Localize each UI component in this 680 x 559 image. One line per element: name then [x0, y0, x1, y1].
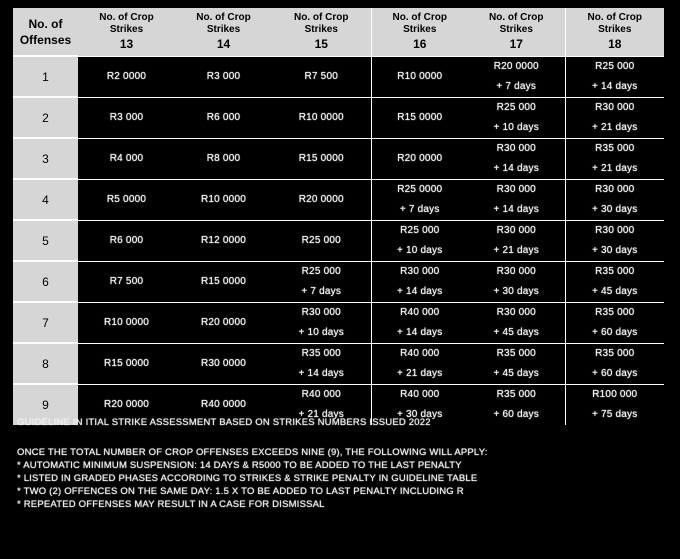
penalty-cell [468, 97, 565, 138]
suspension-days: + 7 days [399, 203, 440, 215]
penalty-cell [565, 138, 664, 179]
suspension-days: + 45 days [493, 367, 539, 379]
fine-amount: R30 000 [595, 183, 635, 195]
suspension-days: + 14 days [493, 162, 539, 174]
fine-amount: R40 000 [400, 306, 440, 318]
penalty-cell [371, 179, 468, 220]
fine-amount: R100 000 [592, 388, 638, 400]
penalty-cell [78, 302, 175, 343]
offense-number: 3 [13, 138, 78, 179]
suspension-days: + 21 days [592, 162, 638, 174]
penalty-cell [175, 302, 272, 343]
fine-amount: R30 000 [496, 224, 536, 236]
suspension-days: + 7 days [301, 285, 342, 297]
fine-amount: R20 0000 [104, 398, 149, 410]
header-col-18: No. of Crop Strikes 18 [565, 8, 664, 56]
fine-amount: R25 000 [496, 101, 536, 113]
penalty-cell [272, 343, 371, 384]
penalty-cell [565, 97, 664, 138]
penalty-cell [468, 220, 565, 261]
penalty-cell [371, 97, 468, 138]
fine-amount: R40 000 [400, 347, 440, 359]
penalty-cell [175, 220, 272, 261]
offense-number: 6 [13, 261, 78, 302]
table-row [13, 261, 664, 302]
fine-amount: R25 0000 [397, 183, 443, 195]
penalty-cell [565, 220, 664, 261]
header-col-17: No. of Crop Strikes 17 [468, 8, 565, 56]
table-row [13, 302, 664, 343]
suspension-days: + 10 days [298, 326, 344, 338]
penalty-cell [175, 343, 272, 384]
fine-amount: R10 0000 [201, 193, 246, 205]
suspension-days: + 45 days [493, 326, 539, 338]
penalty-cell [78, 138, 175, 179]
fine-amount: R25 000 [595, 60, 635, 72]
penalty-cell [371, 343, 468, 384]
fine-amount: R2 0000 [106, 70, 147, 82]
table-row [13, 97, 664, 138]
suspension-days: + 14 days [397, 326, 443, 338]
suspension-days: + 21 days [298, 408, 344, 420]
fine-amount: R35 000 [595, 347, 635, 359]
penalty-cell [468, 179, 565, 220]
penalty-cell [78, 56, 175, 97]
header-offenses: No. of Offenses [13, 8, 78, 56]
fine-amount: R25 000 [301, 234, 341, 246]
penalty-cell [78, 220, 175, 261]
suspension-days: + 14 days [298, 367, 344, 379]
suspension-days: + 10 days [493, 121, 539, 133]
penalty-cell [371, 138, 468, 179]
penalty-cell [272, 56, 371, 97]
suspension-days: + 60 days [592, 367, 638, 379]
table-row [13, 220, 664, 261]
fine-amount: R10 0000 [298, 111, 344, 123]
fine-amount: R35 000 [496, 347, 536, 359]
offense-number: 5 [13, 220, 78, 261]
offense-number: 1 [13, 56, 78, 97]
penalty-cell [175, 261, 272, 302]
fine-amount: R40 0000 [201, 398, 246, 410]
note-heading: ONCE THE TOTAL NUMBER OF CROP OFFENSES EXCEEDS NINE (9), THE FOLLOWING WILL APPLY: [17, 447, 488, 458]
suspension-days: + 10 days [397, 244, 443, 256]
fine-amount: R15 0000 [201, 275, 246, 287]
penalty-cell [175, 97, 272, 138]
suspension-days: + 14 days [397, 285, 443, 297]
fine-amount: R35 000 [301, 347, 341, 359]
suspension-days: + 14 days [493, 203, 539, 215]
header-col-13: No. of Crop Strikes 13 [78, 8, 175, 56]
offense-number: 9 [13, 384, 78, 425]
penalty-cell [175, 56, 272, 97]
fine-amount: R30 000 [400, 265, 440, 277]
fine-amount: R6 000 [206, 111, 241, 123]
fine-amount: R30 000 [595, 101, 635, 113]
fine-amount: R3 000 [206, 70, 241, 82]
penalty-cell [175, 138, 272, 179]
penalty-cell [78, 343, 175, 384]
suspension-days: + 21 days [397, 367, 443, 379]
notes-section [17, 416, 667, 511]
penalty-cell [468, 302, 565, 343]
fine-amount: R20 0000 [201, 316, 246, 328]
offense-number: 8 [13, 343, 78, 384]
penalty-cell [272, 302, 371, 343]
note-item: * AUTOMATIC MINIMUM SUSPENSION: 14 DAYS & R5000 TO BE ADDED TO THE LAST PENALTY [17, 460, 462, 471]
fine-amount: R12 0000 [201, 234, 246, 246]
note-item: * REPEATED OFFENSES MAY RESULT IN A CASE FOR DISMISSAL [17, 499, 325, 510]
penalty-cell [272, 179, 371, 220]
fine-amount: R30 000 [301, 306, 341, 318]
penalty-cell [565, 302, 664, 343]
fine-amount: R35 000 [595, 142, 635, 154]
fine-amount: R35 000 [595, 265, 635, 277]
fine-amount: R30 000 [496, 265, 536, 277]
offense-number: 4 [13, 179, 78, 220]
fine-amount: R35 000 [595, 306, 635, 318]
penalty-cell [272, 261, 371, 302]
fine-amount: R35 000 [496, 388, 536, 400]
penalty-cell [565, 179, 664, 220]
suspension-days: + 60 days [493, 408, 539, 420]
offense-number: 2 [13, 97, 78, 138]
penalty-cell [468, 261, 565, 302]
suspension-days: + 30 days [592, 203, 638, 215]
fine-amount: R5 0000 [106, 193, 147, 205]
fine-amount: R10 0000 [397, 70, 443, 82]
header-col-16: No. of Crop Strikes 16 [371, 8, 468, 56]
penalty-cell [78, 179, 175, 220]
penalty-cell [565, 261, 664, 302]
note-guideline: GUIDELINE IN ITIAL STRIKE ASSESSMENT BASED ON STRIKES NUMBERS ISSUED 2022 [17, 417, 431, 428]
offense-number: 7 [13, 302, 78, 343]
suspension-days: + 21 days [493, 244, 539, 256]
penalty-cell [78, 97, 175, 138]
penalty-cell [272, 138, 371, 179]
penalty-cell [175, 179, 272, 220]
header-col-15: No. of Crop Strikes 15 [272, 8, 371, 56]
table-row [13, 138, 664, 179]
suspension-days: + 75 days [592, 408, 638, 420]
fine-amount: R30 000 [496, 306, 536, 318]
table-row [13, 179, 664, 220]
suspension-days: + 30 days [397, 408, 443, 420]
suspension-days: + 30 days [592, 244, 638, 256]
fine-amount: R30 000 [496, 183, 536, 195]
fine-amount: R10 0000 [104, 316, 149, 328]
penalty-cell [371, 261, 468, 302]
fine-amount: R15 0000 [397, 111, 443, 123]
fine-amount: R40 000 [301, 388, 341, 400]
suspension-days: + 60 days [592, 326, 638, 338]
note-item: * LISTED IN GRADED PHASES ACCORDING TO STRIKES & STRIKE PENALTY IN GUIDELINE TABLE [17, 473, 478, 484]
note-item: * TWO (2) OFFENCES ON THE SAME DAY: 1.5 X TO BE ADDED TO LAST PENALTY INCLUDING R [17, 486, 464, 497]
fine-amount: R6 000 [109, 234, 144, 246]
penalty-cell [371, 56, 468, 97]
fine-amount: R20 0000 [397, 152, 443, 164]
penalty-cell [371, 302, 468, 343]
suspension-days: + 30 days [493, 285, 539, 297]
suspension-days: + 45 days [592, 285, 638, 297]
fine-amount: R30 000 [496, 142, 536, 154]
fine-amount: R4 000 [109, 152, 144, 164]
penalty-cell [468, 56, 565, 97]
penalty-cell [78, 261, 175, 302]
penalty-cell [565, 343, 664, 384]
penalty-cell [468, 138, 565, 179]
fine-amount: R20 0000 [493, 60, 539, 72]
penalty-cell [371, 220, 468, 261]
fine-amount: R3 000 [109, 111, 144, 123]
suspension-days: + 7 days [496, 80, 537, 92]
fine-amount: R30 000 [595, 224, 635, 236]
fine-amount: R20 0000 [298, 193, 344, 205]
penalty-cell [272, 97, 371, 138]
fine-amount: R25 000 [301, 265, 341, 277]
fine-amount: R7 500 [109, 275, 144, 287]
table-row [13, 343, 664, 384]
fine-amount: R8 000 [206, 152, 241, 164]
penalty-cell [468, 343, 565, 384]
suspension-days: + 14 days [592, 80, 638, 92]
fine-amount: R15 0000 [104, 357, 149, 369]
table-row [13, 56, 664, 97]
penalty-cell [565, 56, 664, 97]
header-col-14: No. of Crop Strikes 14 [175, 8, 272, 56]
fine-amount: R40 000 [400, 388, 440, 400]
suspension-days: + 21 days [592, 121, 638, 133]
fine-amount: R30 0000 [201, 357, 246, 369]
fine-amount: R25 000 [400, 224, 440, 236]
fine-amount: R15 0000 [298, 152, 344, 164]
penalty-cell [272, 220, 371, 261]
header-row [13, 8, 664, 56]
fine-amount: R7 500 [304, 70, 338, 82]
penalty-table [13, 8, 664, 425]
